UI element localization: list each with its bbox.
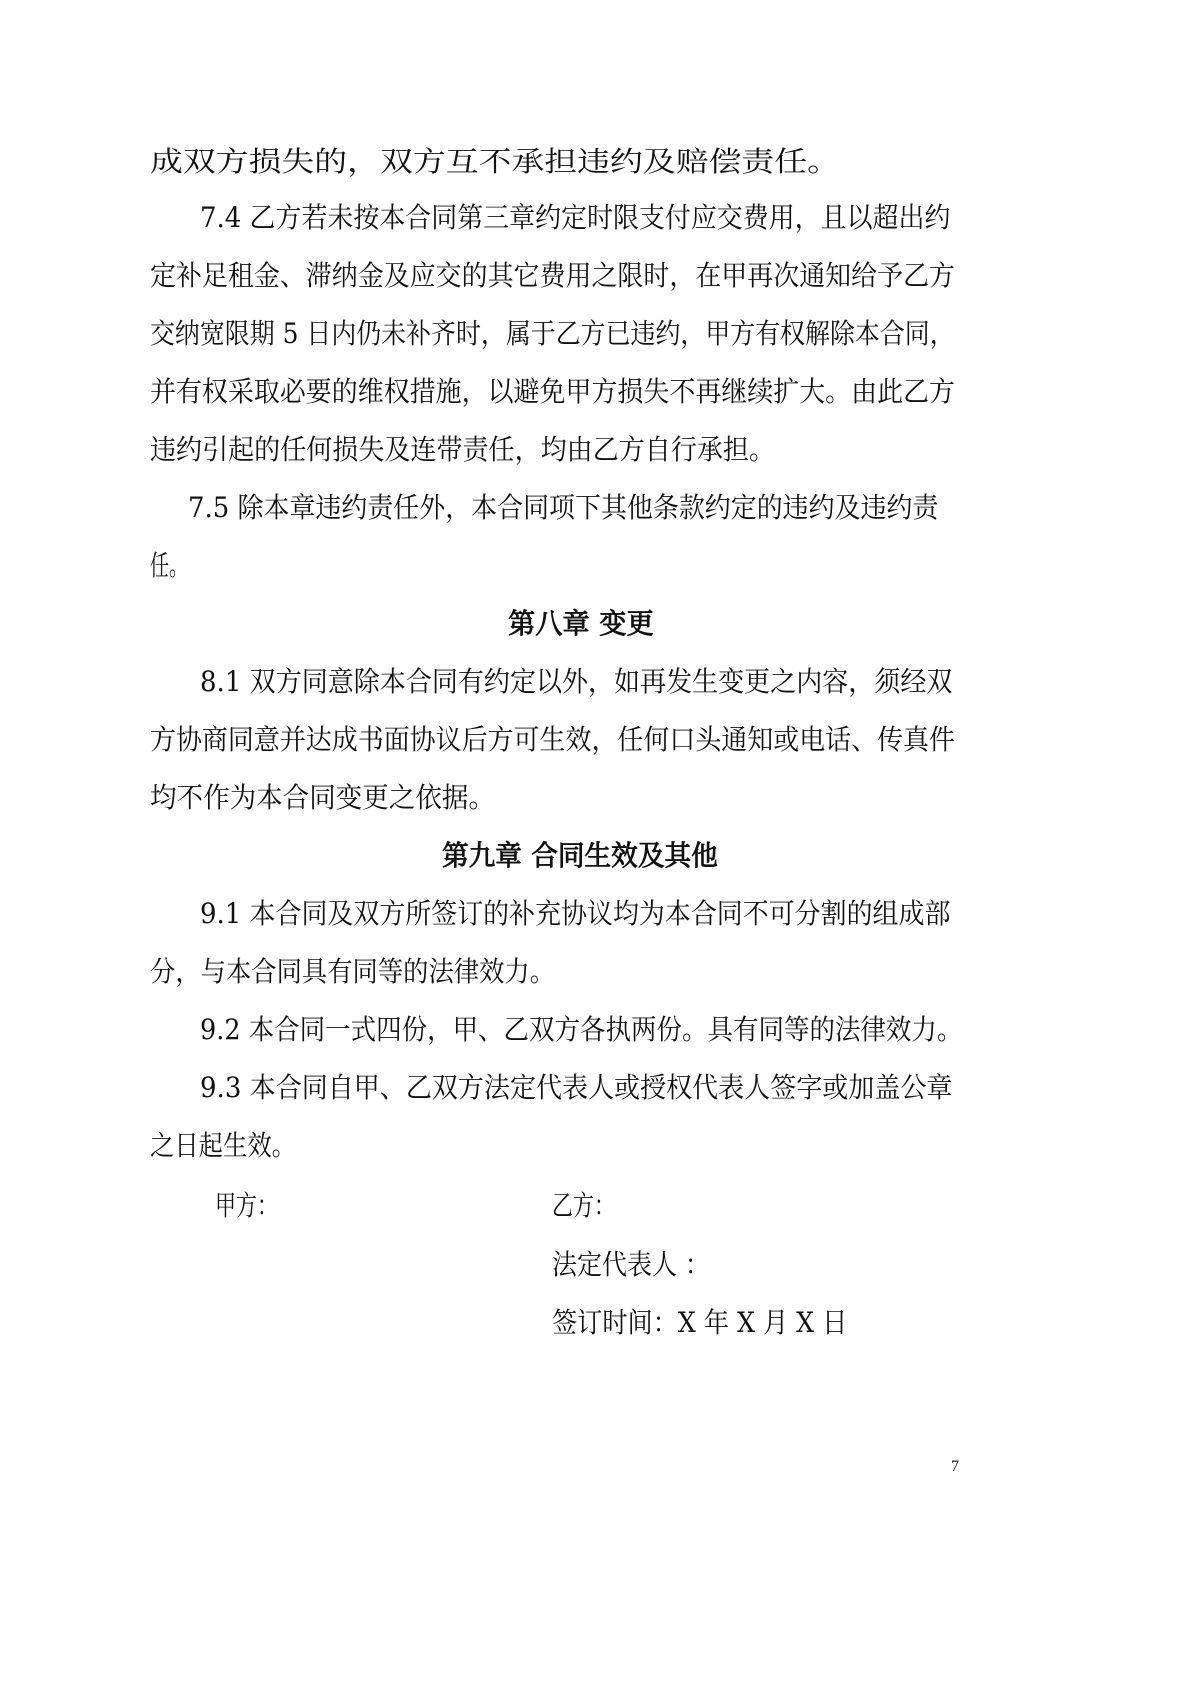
paragraph-line: 违约引起的任何损失及连带责任，均由乙方自行承担。: [150, 433, 776, 466]
paragraph-line: 定补足租金、滞纳金及应交的其它费用之限时，在甲再次通知给予乙方: [150, 259, 956, 292]
paragraph-line: 任。: [150, 549, 189, 582]
paragraph-line: 均不作为本合同变更之依据。: [150, 781, 496, 814]
paragraph-line: 9.1 本合同及双方所签订的补充协议均为本合同不可分割的组成部: [200, 897, 951, 930]
paragraph-line: 9.3 本合同自甲、乙双方法定代表人或授权代表人签字或加盖公章: [200, 1071, 953, 1104]
paragraph-line: 之日起生效。: [150, 1129, 297, 1162]
paragraph-line: 成双方损失的，双方互不承担违约及赔偿责任。: [150, 145, 841, 178]
page-number: 7: [951, 1458, 959, 1475]
paragraph-line: 7.5 除本章违约责任外，本合同项下其他条款约定的违约及违约责: [188, 491, 939, 524]
paragraph-line: 分，与本合同具有同等的法律效力。: [150, 955, 556, 988]
paragraph-line: 7.4 乙方若未按本合同第三章约定时限支付应交费用，且以超出约: [200, 201, 951, 234]
paragraph-line: 并有权采取必要的维权措施，以避免甲方损失不再继续扩大。由此乙方: [150, 375, 956, 408]
party-a-label: 甲方：: [215, 1189, 279, 1222]
paragraph-line: 方协商同意并达成书面协议后方可生效，任何口头通知或电话、传真件: [150, 723, 956, 756]
legal-representative-label: 法定代表人 ：: [552, 1248, 710, 1281]
party-b-label: 乙方：: [552, 1189, 616, 1222]
chapter-heading: 第九章 合同生效及其他: [442, 839, 718, 872]
paragraph-line: 8.1 双方同意除本合同有约定以外，如再发生变更之内容，须经双: [200, 665, 953, 698]
chapter-heading: 第八章 变更: [508, 607, 654, 640]
paragraph-line: 9.2 本合同一式四份，甲、乙双方各执两份。具有同等的法律效力。: [200, 1013, 963, 1046]
paragraph-line: 交纳宽限期 5 日内仍未补齐时，属于乙方已违约，甲方有权解除本合同，: [150, 317, 955, 350]
signing-date: 签订时间：X 年 X 月 X 日: [552, 1306, 848, 1339]
